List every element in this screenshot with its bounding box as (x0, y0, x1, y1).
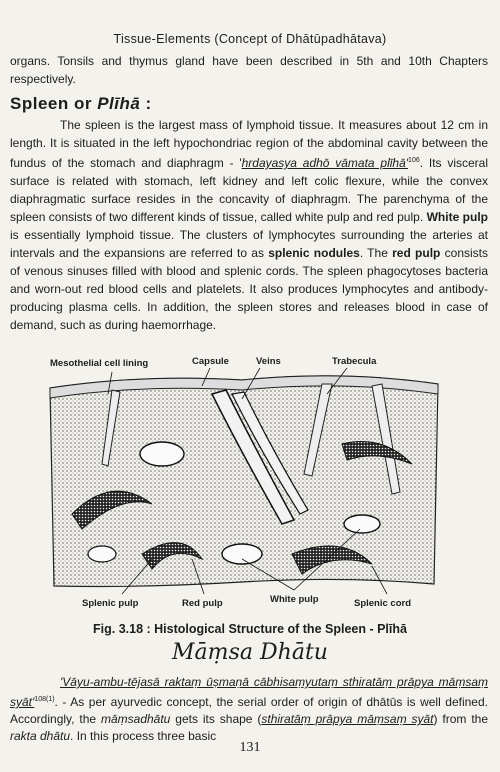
sanskrit-quote: hrdayasya adhō vāmata plīhā' (241, 156, 409, 170)
label-splenic-pulp: Splenic pulp (82, 598, 139, 609)
spleen-text-5: consists of venous sinuses filled with blood and splenic cords. The spleen phagocytoses bacteria and worn-out red blood cells and platelets. It also produces lymphocytes and antibody-producing plasma cells. In addition, the spleen stores and releases blood in case of demand, such as during haemorrhage. (10, 246, 488, 332)
label-trabecula: Trabecula (332, 356, 377, 367)
mamsa-text-2: gets its shape ( (170, 712, 262, 726)
figure-caption: Fig. 3.18 : Histological Structure of the Spleen - Plīhā (93, 622, 407, 636)
intro-paragraph: organs. Tonsils and thymus gland have been described in 5th and 10th Chapters respectively. (10, 54, 488, 86)
spleen-heading-suffix: : (140, 94, 152, 113)
mamsa-text-4: . In this process three basic (70, 729, 217, 743)
spleen-text-3: is essentially lymphoid tissue. The clusters of lymphocytes surrounding the arteries at intervals and the expansions are referred to as (10, 228, 488, 260)
mamsa-dhatu-title: Māṃsa Dhātu (172, 640, 328, 665)
label-veins: Veins (256, 356, 281, 367)
mamsa-sanskrit-quote: 'Vāyu-ambu-tējasā raktaṃ ūṣmaṇā cābhisaṃyutaṃ sthiratāṃ prāpya māṃsaṃ syāt' (10, 675, 488, 709)
white-pulp-term: White pulp (426, 210, 488, 224)
mamsa-text-1: . - As per ayurvedic concept, the serial order of origin of dhātūs is well defined. Accordingly, the (10, 695, 488, 726)
mamsa-text-3: ) from the (433, 712, 488, 726)
spleen-histology-figure (42, 354, 442, 616)
label-capsule: Capsule (192, 356, 229, 367)
running-head: Tissue-Elements (Concept of Dhātūpadhātava) (113, 32, 387, 46)
spleen-histology-illustration (42, 354, 442, 616)
spleen-text-2: . Its visceral surface is related with stomach, left kidney and left colic flexure, while the convex diaphragmatic surface resides in the concavity of diaphragm. The parenchyma of the spleen consists of two different kinds of tissue, called white pulp and red pulp. (10, 156, 488, 224)
shape-quote: sthiratāṃ prāpya māṃsaṃ syāt (261, 712, 434, 726)
spleen-paragraph (10, 116, 488, 334)
mamsa-paragraph (10, 674, 488, 745)
spleen-heading-prefix: Spleen or (10, 94, 98, 113)
mamsa-term: māṃsadhātu (100, 712, 171, 726)
label-mesothelial: Mesothelial cell lining (50, 358, 149, 369)
splenic-nodules-term: splenic nodules (268, 246, 360, 260)
spleen-heading-term: Plīhā (97, 94, 141, 113)
label-splenic-cord: Splenic cord (354, 598, 412, 609)
label-red-pulp: Red pulp (182, 598, 223, 609)
label-white-pulp: White pulp (270, 594, 319, 605)
page-number: 131 (239, 740, 261, 755)
reference-106: 106 (408, 157, 420, 164)
reference-108: 108(1) (34, 696, 55, 703)
rakta-dhatu-term: rakta dhātu (10, 729, 71, 743)
spleen-text-1: The spleen is the largest mass of lymphoid tissue. It measures about 12 cm in length. It is situated in the left hypochondriac region of the abdominal cavity between the fundus of the stomach and diaphragm - ' (10, 118, 488, 170)
red-pulp-term: red pulp (392, 246, 441, 260)
spleen-heading (10, 94, 152, 114)
spleen-text-4: . The (359, 246, 393, 260)
